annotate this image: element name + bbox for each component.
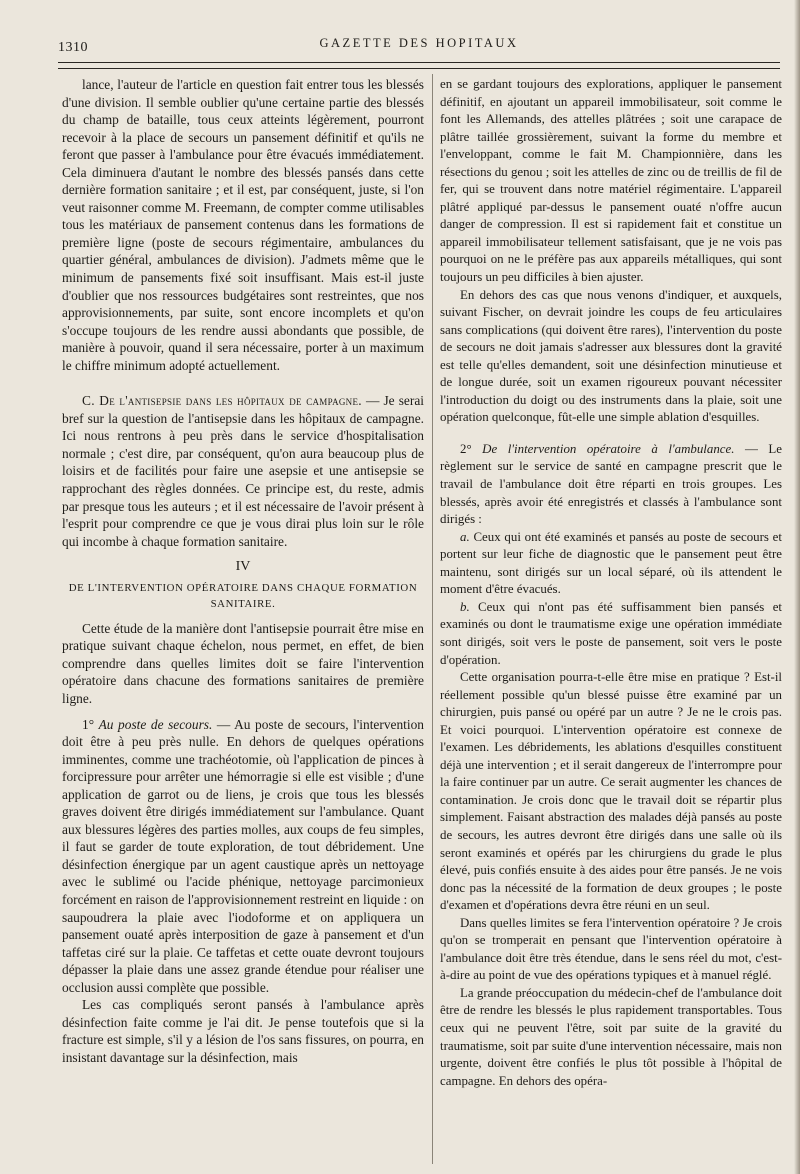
item-label: Au poste de secours. (98, 716, 213, 732)
paragraph (62, 716, 424, 997)
left-column (62, 76, 424, 1066)
paragraph-text: — Au poste de secours, l'intervention doit être à peu près nulle. En dehors de quelques opérations imminentes, comme une trachéotomie, où l'application de pinces à forcipressure pour arrêter une hémorragie si elle est visible ; d'une application de garrot ou de liens, je crois que tous les blessés graves doivent être dirigés immédiatement sur l'ambulance. Quant aux blessures légères des parties molles, aux coups de feu simples, il faut se garder de toute exploration, de tout débridement. Une désinfection énergique par un agent caustique après un nettoyage avec le sublimé ou l'acide phénique, nettoyage parcimonieux forcément en raison de l'approvisionnement restreint en liquide : on saupoudrera la plaie avec l'iodoforme et on appliquera un pansement ouaté après interposition de gaze à pansement et d'un taffetas ciré sur la plaie. Ce taffetas et cette ouate devront toujours dépasser la plaie dans une assez grande étendue pour réaliser une occlusion aussi complète que possible. (62, 716, 424, 995)
section-title: DE L'INTERVENTION OPÉRATOIRE DANS CHAQUE FORMATION SANITAIRE. (68, 581, 418, 610)
section-label: C. De l'antisepsie dans les hôpitaux de campagne. (82, 393, 362, 409)
paragraph: Les cas compliqués seront pansés à l'ambulance après désinfection faite comme je l'ai dit. Je pense toutefois que si la fracture est simple, s'il y a lésion de l'os sans fissures, on pourra, en insistant davantage sur la désinfection, mais (62, 997, 424, 1065)
paragraph: lance, l'auteur de l'article en question fait entrer tous les blessés d'une division. Il semble oublier qu'une certaine partie des blessés du champ de bataille, tous ceux atteints légèrement, pourront recevoir à la place de secours un pansement définitif et qu'ils ne feront que passer à l'ambulance pour être évacués immédiatement. Cela diminuera d'autant le nombre des blessés pansés dans cette dernière formation sanitaire ; et il est, par conséquent, juste, si l'on veut raisonner comme M. Freemann, de compter comme utilisables tous les matériaux de pansement contenus dans les formations de première ligne (poste de secours régimentaire, ambulances du quartier général, ambulances de division). J'admets même que le minimum de pansements fixé soit insuffisant. Mais est-il juste d'oublier que nos ressources budgétaires sont restreintes, que nos approvisionnements, par suite, sont encore incomplets et qu'on s'occupe toujours de les rendre aussi abondants que possible, de manière à pouvoir, quand il sera nécessaire, porter à un maximum le chiffre minimum adopté actuellement. (62, 77, 424, 373)
item-letter: b. (460, 599, 470, 614)
paragraph-text: — Je serai bref sur la question de l'antisepsie dans les hôpitaux de campagne. Ici nous rentrons à peu près dans le service d'hospitalisation normale ; c'est dire, par conséquent, qu'on aura beaucoup plus de loisirs et de facilités pour faire une asepsie et une antisepsie se rapprochant des règles données. Ce principe est, du reste, admis par presque tous les auteurs ; et il est nécessaire de l'avoir présent à l'esprit pour comprendre ce que je vous dirai plus loin sur le rôle qui incombe à chaque formation sanitaire. (62, 393, 424, 549)
paragraph: en se gardant toujours des explorations, appliquer le pansement définitif, en ajoutant un appareil immobilisateur, soit comme le font les Allemands, des attelles plâtrées ; soit une carapace de plâtre taillée grossièrement, suivant la forme du membre et l'enveloppant, comme le fait M. Championnière, dans les résections du genou ; soit les attelles de zinc ou de treillis de fil de fer, qui se trouvent dans notre matériel régimentaire. L'appareil plâtré appliqué par-dessus le pansement ouaté n'offre aucun danger de compression. Il est si rapidement fait et constitue un appareil immobilisateur tellement satisfaisant, que je ne vois pas pourquoi on ne le préfère pas aux appareils métalliques, qui sont toujours un peu difficiles à bien ajuster. (440, 77, 782, 285)
item-number: 1° (82, 716, 99, 732)
paragraph: En dehors des cas que nous venons d'indiquer, et auxquels, suivant Fischer, on devrait joindre les coups de feu articulaires sans complications (qui doivent être rares), l'intervention du poste de secours ne doit jamais s'adresser aux blessures dont la gravité est telle qu'elles demandent, soit une désinfection minutieuse et de longue durée, soit un examen rigoureux pouvant nécessiter l'introduction du doigt ou des instruments dans la plaie, soit une opération quelconque, fût-elle une simple ablation d'esquilles. (440, 287, 782, 425)
page-number: 1310 (58, 40, 88, 55)
paragraph (440, 441, 782, 529)
paragraph-text: Ceux qui n'ont pas été suffisamment bien pansés et examinés ou dont le traumatisme exige une opération immédiate sont dirigés, soit vers le poste de pansement, soit vers le poste d'opération. (440, 599, 782, 667)
paragraph (62, 392, 424, 550)
item-letter: a. (460, 529, 470, 544)
item-label: De l'intervention opératoire à l'ambulance. (482, 441, 735, 456)
paragraph: La grande préoccupation du médecin-chef de l'ambulance doit être de rendre les blessés le plus rapidement transportables. Tous ceux qui ne peuvent l'être, soit par suite de la gravité du traumatisme, soit par suite d'une intervention nécessaire, mais non urgente, doivent être confiés le plus tôt possible à l'hôpital de campagne. En dehors des opéra- (440, 985, 782, 1088)
paragraph (440, 529, 782, 599)
spacer (62, 374, 424, 392)
paragraph-text: — Le règlement sur le service de santé en campagne prescrit que le travail de l'ambulance doit être réparti en trois groupes. Les blessés, après avoir été enregistrés et classés à l'ambulance sont dirigés : (440, 441, 782, 527)
section-number: IV (235, 559, 251, 575)
right-column (440, 76, 782, 1090)
item-number: 2° (460, 441, 483, 456)
spacer (62, 708, 424, 716)
running-title: GAZETTE DES HOPITAUX (319, 36, 519, 50)
header-rule (58, 62, 780, 69)
paragraph (440, 599, 782, 669)
column-divider (432, 74, 433, 1164)
paragraph-text: Ceux qui ont été examinés et pansés au poste de secours et portent sur leur fiche de diagnostic que le pansement peut être maintenu, sont dirigés sur un local séparé, où ils attendent le moment d'être évacués. (440, 529, 782, 597)
page-edge (794, 0, 800, 1174)
page-header (58, 36, 780, 58)
paragraph: Dans quelles limites se fera l'intervention opératoire ? Je crois qu'on se tromperait en pensant que l'intervention opératoire à l'ambulance doit être très étendue, dans le sens réel du mot, c'est-à-dire au point de vue des opérations typiques et à manuel réglé. (440, 915, 782, 983)
spacer (440, 427, 782, 441)
paragraph: Cette étude de la manière dont l'antisepsie pourrait être mise en pratique suivant chaque échelon, nous permet, en effet, de bien comprendre dans quelles limites doit se faire l'intervention opératoire dans chacune des formations sanitaires de première ligne. (62, 620, 424, 706)
paragraph: Cette organisation pourra-t-elle être mise en pratique ? Est-il réellement possible qu'un blessé puisse être examiné par un chirurgien, puis pansé ou opéré par un autre ? Je ne le crois pas. Et voici pourquoi. L'intervention opératoire est connexe de l'examen. Les débridements, les ablations d'esquilles constituent déjà une intervention ; et il serait dangereux de l'interrompre pour la faire continuer par un autre. Ce serait augmenter les chances de contamination. Je crois donc que le travail doit se répartir plus simplement. Faisant abstraction des malades déjà pansés au poste de secours, les autres devront être dirigés dans une salle où ils seront examinés et opérés par les chirurgiens du grade le plus élevé, puis confiés ensuite à des aides pour être pansés. Je ne vois donc pas la nécessité de la formation de deux groupes ; le poste d'examen et d'opérations devra être réuni en un seul. (440, 670, 782, 913)
